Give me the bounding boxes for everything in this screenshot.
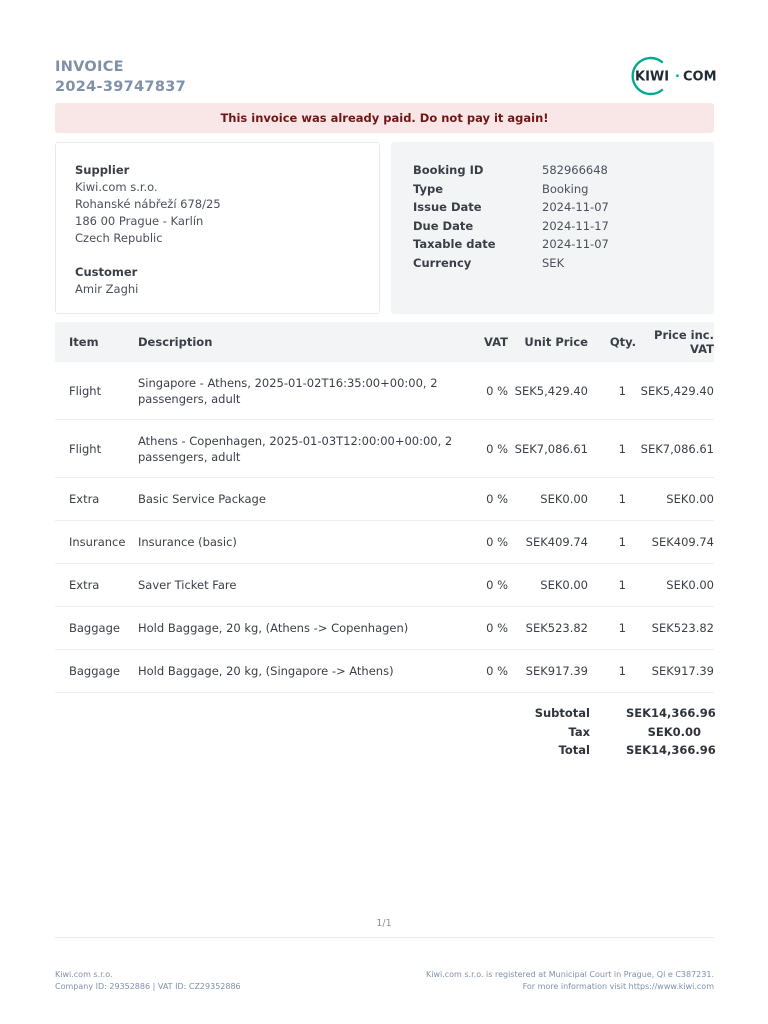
tax-label: Tax xyxy=(568,724,590,739)
invoice-title-block xyxy=(55,57,186,97)
totals-block xyxy=(480,704,716,760)
cell-unit-price: SEK7,086.61 xyxy=(508,420,588,478)
cell-vat: 0 % xyxy=(463,607,508,650)
col-header-unit-price: Unit Price xyxy=(524,335,588,349)
cell-price: SEK5,429.40 xyxy=(636,362,714,420)
booking-row xyxy=(413,235,692,254)
logo-kiwi-text: KIWI xyxy=(635,69,670,85)
cell-price: SEK7,086.61 xyxy=(636,420,714,478)
cell-qty: 1 xyxy=(588,362,636,420)
booking-row xyxy=(413,161,692,180)
booking-key: Currency xyxy=(413,255,472,270)
booking-key: Booking ID xyxy=(413,163,484,177)
cell-price: SEK0.00 xyxy=(636,478,714,521)
booking-details-panel xyxy=(391,142,714,314)
customer-name: Amir Zaghi xyxy=(75,282,139,296)
cell-unit-price: SEK409.74 xyxy=(508,521,588,564)
cell-item: Baggage xyxy=(55,650,138,693)
cell-qty: 1 xyxy=(588,521,636,564)
booking-key: Type xyxy=(413,181,444,196)
cell-item: Flight xyxy=(55,420,138,478)
cell-vat: 0 % xyxy=(463,521,508,564)
tax-value: SEK0.00 xyxy=(647,724,701,739)
table-row xyxy=(55,420,714,478)
col-header-price-inc-vat: Price inc. VAT xyxy=(654,328,714,356)
supplier-street: Rohanské nábřeží 678/25 xyxy=(75,197,221,211)
cell-unit-price: SEK917.39 xyxy=(508,650,588,693)
booking-row xyxy=(413,217,692,236)
cell-item: Flight xyxy=(55,362,138,420)
cell-unit-price: SEK5,429.40 xyxy=(508,362,588,420)
cell-description: Athens - Copenhagen, 2025-01-03T12:00:00+00:00, 2 passengers, adult xyxy=(138,420,463,478)
cell-price: SEK0.00 xyxy=(636,564,714,607)
supplier-name: Kiwi.com s.r.o. xyxy=(75,180,158,194)
page-number: 1/1 xyxy=(376,918,392,929)
logo-com-text: COM xyxy=(683,69,717,85)
supplier-city: 186 00 Prague - Karlín xyxy=(75,214,204,228)
cell-vat: 0 % xyxy=(463,478,508,521)
cell-vat: 0 % xyxy=(463,564,508,607)
table-row xyxy=(55,650,714,693)
booking-value: SEK xyxy=(542,255,565,270)
table-row xyxy=(55,607,714,650)
table-row xyxy=(55,564,714,607)
cell-description: Basic Service Package xyxy=(138,478,463,521)
footer-divider xyxy=(55,937,714,938)
supplier-label: Supplier xyxy=(75,163,130,177)
cell-vat: 0 % xyxy=(463,650,508,693)
cell-qty: 1 xyxy=(588,420,636,478)
subtotal-label: Subtotal xyxy=(534,706,590,720)
invoice-items-table xyxy=(55,322,714,693)
paid-warning-banner: This invoice was already paid. Do not pay it again! xyxy=(55,103,714,133)
table-row xyxy=(55,521,714,564)
cell-qty: 1 xyxy=(588,564,636,607)
cell-item: Extra xyxy=(55,564,138,607)
cell-description: Insurance (basic) xyxy=(138,521,463,564)
cell-unit-price: SEK523.82 xyxy=(508,607,588,650)
cell-price: SEK917.39 xyxy=(636,650,714,693)
cell-qty: 1 xyxy=(588,607,636,650)
col-header-qty: Qty. xyxy=(609,335,636,349)
cell-qty: 1 xyxy=(588,650,636,693)
cell-vat: 0 % xyxy=(463,362,508,420)
invoice-title: INVOICE xyxy=(55,59,124,75)
cell-description: Saver Ticket Fare xyxy=(138,564,463,607)
cell-item: Extra xyxy=(55,478,138,521)
booking-row xyxy=(413,180,692,199)
total-value: SEK14,366.96 xyxy=(626,743,716,758)
cell-qty: 1 xyxy=(588,478,636,521)
supplier-customer-panel xyxy=(55,142,380,314)
booking-value: 2024-11-07 xyxy=(542,237,609,251)
total-row xyxy=(480,741,716,760)
booking-row xyxy=(413,198,692,217)
invoice-number: 2024-39747837 xyxy=(55,79,186,95)
supplier-country: Czech Republic xyxy=(75,231,163,245)
cell-vat: 0 % xyxy=(463,420,508,478)
footer-company: Kiwi.com s.r.o. xyxy=(55,970,113,979)
kiwi-logo xyxy=(631,56,717,96)
footer-registry: Kiwi.com s.r.o. is registered at Municipal Court in Prague, Ql e C387231. xyxy=(425,970,714,979)
tax-row xyxy=(480,723,701,742)
cell-unit-price: SEK0.00 xyxy=(508,564,588,607)
footer-ids: Company ID: 29352886 | VAT ID: CZ29352886 xyxy=(55,982,241,991)
cell-description: Singapore - Athens, 2025-01-02T16:35:00+00:00, 2 passengers, adult xyxy=(138,362,463,420)
cell-item: Insurance xyxy=(55,521,138,564)
subtotal-value: SEK14,366.96 xyxy=(626,706,716,720)
total-label: Total xyxy=(558,743,590,758)
table-header-row xyxy=(55,322,714,362)
cell-description: Hold Baggage, 20 kg, (Singapore -> Athens) xyxy=(138,650,463,693)
booking-value: 2024-11-17 xyxy=(542,218,609,233)
booking-key: Taxable date xyxy=(413,237,496,251)
booking-row xyxy=(413,254,692,273)
booking-value: 2024-11-07 xyxy=(542,200,609,214)
booking-key: Issue Date xyxy=(413,200,482,214)
cell-item: Baggage xyxy=(55,607,138,650)
col-header-item: Item xyxy=(69,335,99,349)
booking-key: Due Date xyxy=(413,218,474,233)
cell-description: Hold Baggage, 20 kg, (Athens -> Copenhagen) xyxy=(138,607,463,650)
cell-unit-price: SEK0.00 xyxy=(508,478,588,521)
booking-value: 582966648 xyxy=(542,163,608,177)
subtotal-row xyxy=(480,704,716,723)
table-row xyxy=(55,478,714,521)
customer-label: Customer xyxy=(75,265,138,279)
footer-more-info: For more information visit https://www.kiwi.com xyxy=(522,982,714,991)
footer-right xyxy=(426,969,714,993)
col-header-description: Description xyxy=(138,335,213,349)
booking-value: Booking xyxy=(542,181,589,196)
table-row xyxy=(55,362,714,420)
cell-price: SEK409.74 xyxy=(636,521,714,564)
footer-left xyxy=(55,969,241,993)
logo-dot: · xyxy=(675,69,680,85)
col-header-vat: VAT xyxy=(484,335,508,349)
cell-price: SEK523.82 xyxy=(636,607,714,650)
